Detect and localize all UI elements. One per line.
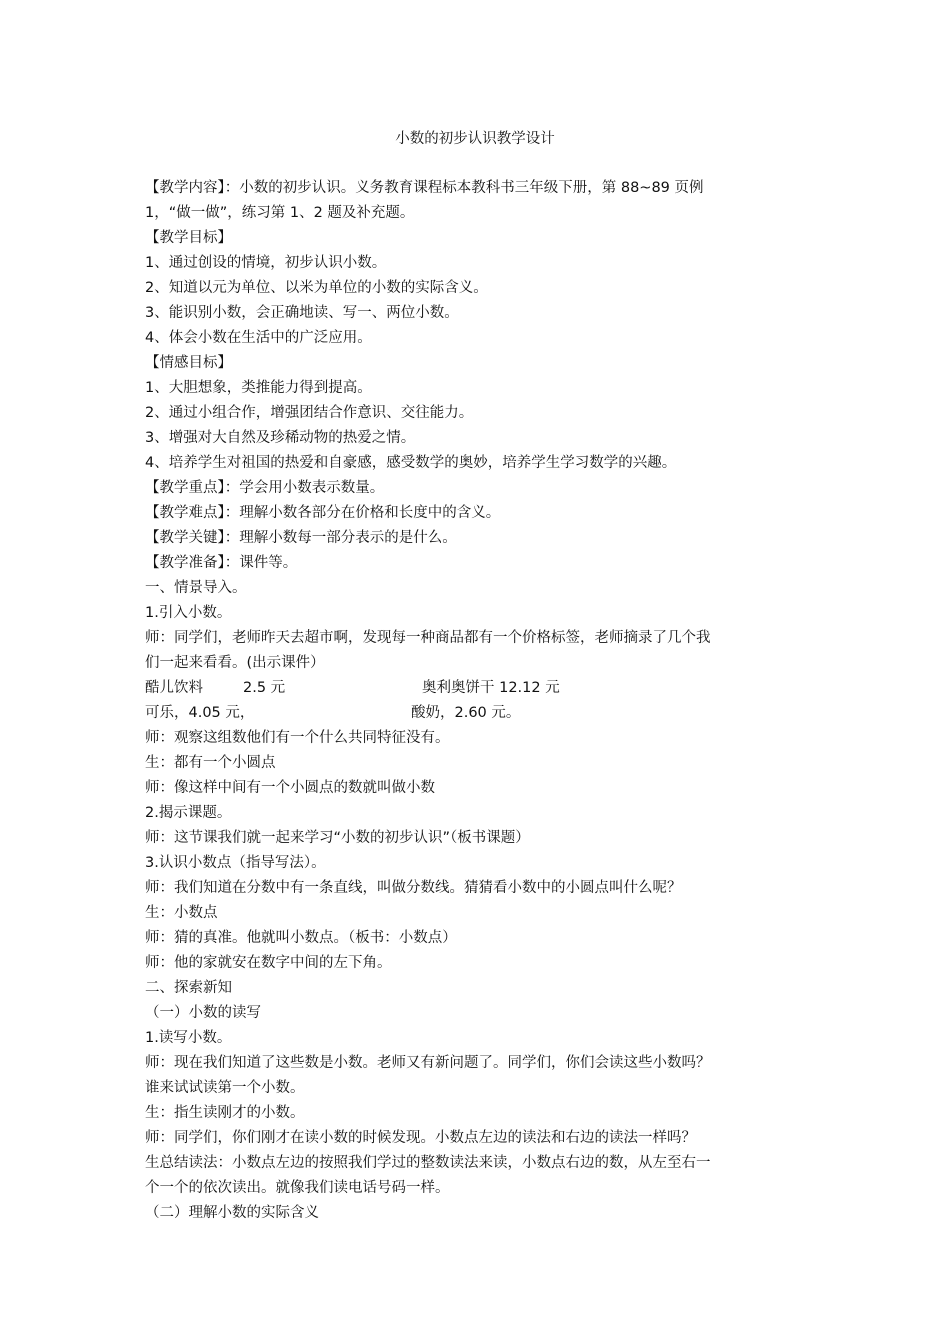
- document-title: 小数的初步认识教学设计: [395, 131, 555, 147]
- document-body: [145, 176, 811, 1226]
- text-line: 2、知道以元为单位、以米为单位的小数的实际含义。: [145, 280, 488, 296]
- text-line: 师：猜的真准。他就叫小数点。（板书：小数点）: [145, 930, 457, 946]
- section-heading: 一、情景导入。: [145, 580, 247, 596]
- text-line: 师：同学们，老师昨天去超市啊，发现每一种商品都有一个价格标签，老师摘录了几个我: [145, 630, 711, 646]
- text-line: 个一个的依次读出。就像我们读电话号码一样。: [145, 1180, 450, 1196]
- section-heading: 【教学目标】: [145, 230, 232, 246]
- text-line: 2.揭示课题。: [145, 805, 232, 821]
- text-line: 1，“做一做”，练习第 1、2 题及补充题。: [145, 205, 415, 221]
- text-line: 生：小数点: [145, 905, 218, 921]
- text-line: 师：我们知道在分数中有一条直线，叫做分数线。猜猜看小数中的小圆点叫什么呢？: [145, 880, 682, 896]
- price-value: 2.5 元: [243, 680, 286, 696]
- text-line: 【教学难点】：理解小数各部分在价格和长度中的含义。: [145, 505, 501, 521]
- text-line: 4、培养学生对祖国的热爱和自豪感，感受数学的奥妙，培养学生学习数学的兴趣。: [145, 455, 677, 471]
- price-item: 酷儿饮料: [145, 680, 203, 696]
- price-row: [145, 676, 811, 701]
- text-line: 们一起来看看。(出示课件）: [145, 655, 325, 671]
- text-line: 【教学内容】：小数的初步认识。义务教育课程标本教科书三年级下册，第 88~89 页例: [145, 180, 704, 196]
- text-line: 3、增强对大自然及珍稀动物的热爱之情。: [145, 430, 416, 446]
- text-line: 师：像这样中间有一个小圆点的数就叫做小数: [145, 780, 435, 796]
- text-line: 生：指生读刚才的小数。: [145, 1105, 305, 1121]
- text-line: 师：现在我们知道了这些数是小数。老师又有新问题了。同学们，你们会读这些小数吗？: [145, 1055, 711, 1071]
- text-line: 生总结读法：小数点左边的按照我们学过的整数读法来读，小数点右边的数，从左至右一: [145, 1155, 711, 1171]
- section-heading: 【情感目标】: [145, 355, 232, 371]
- text-line: 1、大胆想象，类推能力得到提高。: [145, 380, 372, 396]
- text-line: 师：同学们，你们刚才在读小数的时候发现。小数点左边的读法和右边的读法一样吗？: [145, 1130, 696, 1146]
- text-line: 生：都有一个小圆点: [145, 755, 276, 771]
- text-line: 2、通过小组合作，增强团结合作意识、交往能力。: [145, 405, 474, 421]
- text-line: 师：他的家就安在数字中间的左下角。: [145, 955, 392, 971]
- price-item: 可乐，4.05 元，: [145, 705, 255, 721]
- subsection-heading: （一）小数的读写: [145, 1005, 261, 1021]
- text-line: 谁来试试读第一个小数。: [145, 1080, 305, 1096]
- price-item: 奥利奥饼干 12.12 元: [422, 680, 560, 696]
- subsection-heading: （二）理解小数的实际含义: [145, 1205, 319, 1221]
- text-line: 4、体会小数在生活中的广泛应用。: [145, 330, 372, 346]
- text-line: 3.认识小数点（指导写法）。: [145, 855, 326, 871]
- text-line: 【教学重点】：学会用小数表示数量。: [145, 480, 385, 496]
- price-row: [145, 701, 811, 726]
- text-line: 1.引入小数。: [145, 605, 232, 621]
- text-line: 3、能识别小数，会正确地读、写一、两位小数。: [145, 305, 459, 321]
- text-line: 1.读写小数。: [145, 1030, 232, 1046]
- text-line: 【教学关键】：理解小数每一部分表示的是什么。: [145, 530, 457, 546]
- text-line: 【教学准备】：课件等。: [145, 555, 298, 571]
- price-item: 酸奶，2.60 元。: [411, 705, 521, 721]
- section-heading: 二、探索新知: [145, 980, 232, 996]
- text-line: 师：观察这组数他们有一个什么共同特征没有。: [145, 730, 450, 746]
- text-line: 1、通过创设的情境，初步认识小数。: [145, 255, 387, 271]
- text-line: 师：这节课我们就一起来学习“小数的初步认识”（板书课题）: [145, 830, 530, 846]
